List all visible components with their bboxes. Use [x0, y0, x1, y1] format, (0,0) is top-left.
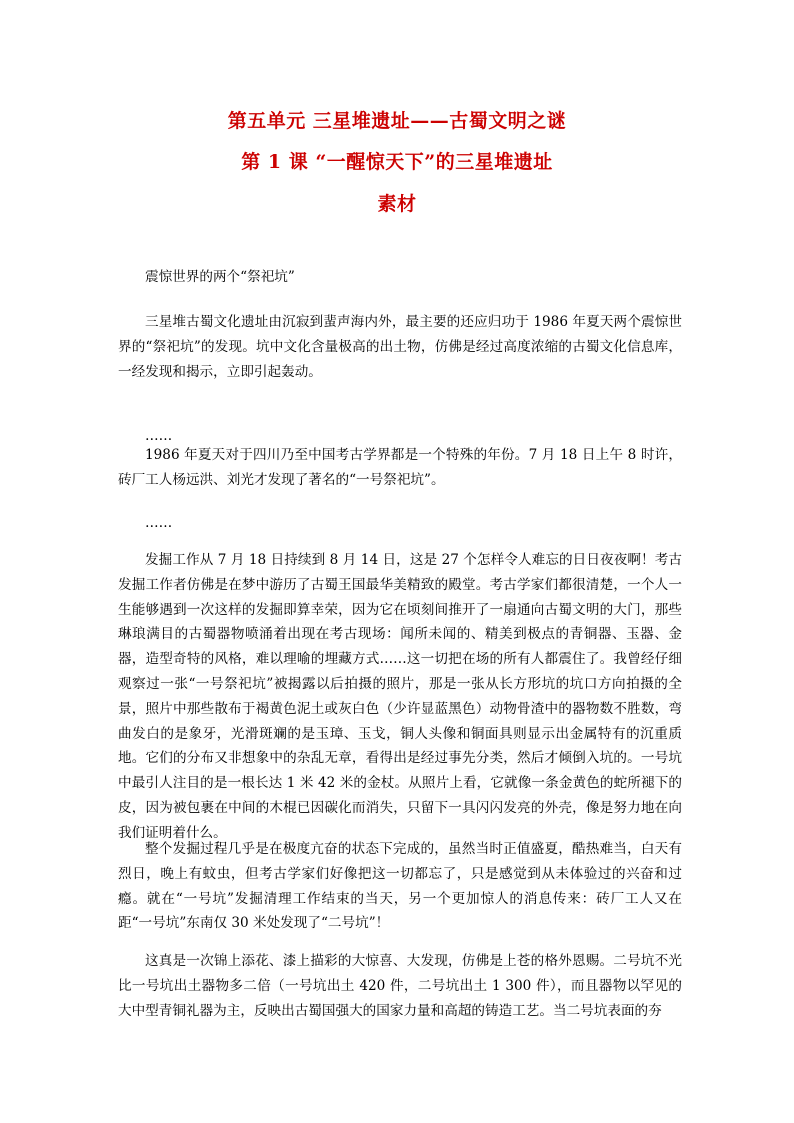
article-heading	[118, 265, 682, 290]
unit-title: 第五单元 三星堆遗址——古蜀文明之谜	[227, 110, 567, 132]
section-title: 素材	[377, 193, 417, 215]
paragraph-5-text: 这真是一次锦上添花、漆上描彩的大惊喜、大发现，仿佛是上苍的格外恩赐。二号坑不光比一号坑出土器物多二倍（一号坑出土 420 件，二号坑出土 1 300 件），而且器物以罕见的大中型青铜礼器为主，反映出古蜀国强大的国家力量和高超的铸造工艺。当二号坑表面的夯	[118, 953, 682, 1019]
paragraph-4-text: 整个发掘过程几乎是在极度亢奋的状态下完成的，虽然当时正值盛夏，酷热难当，白天有烈日，晚上有蚊虫，但考古学家们好像把这一切都忘了，只是感觉到从未体验过的兴奋和过瘾。就在“一号坑”发掘清理工作结束的当天，另一个更加惊人的消息传来：砖厂工人又在距“一号坑”东南仅 30 米处发现了“二号坑”！	[118, 841, 682, 932]
paragraph-5	[118, 949, 682, 1023]
paragraph-3-text: 发掘工作从 7 月 18 日持续到 8 月 14 日，这是 27 个怎样令人难忘的日日夜夜啊！考古发掘工作者仿佛是在梦中游历了古蜀王国最华美精致的殿堂。考古学家们都很清楚，一个人一生能够遇到一次这样的发掘即算幸荣，因为它在顷刻间推开了一扇通向古蜀文明的大门，那些琳琅满目的古蜀器物喷涌着出现在考古现场：闻所未闻的、精美到极点的青铜器、玉器、金器，造型奇特的风格，难以理喻的埋藏方式……这一切把在场的所有人都震住了。我曾经仔细观察过一张“一号祭祀坑”被揭露以后拍摄的照片，那是一张从长方形坑的坑口方向拍摄的全景，照片中那些散布于褐黄色泥土或灰白色（少许显蓝黑色）动物骨渣中的器物数不胜数，弯曲发白的是象牙，光滑斑斓的是玉璋、玉戈，铜人头像和铜面具则显示出金属特有的沉重质地。它们的分布又非想象中的杂乱无章，看得出是经过事先分类，然后才倾倒入坑的。一号坑中最引人注目的是一根长达 1 米 42 米的金杖。从照片上看，它就像一条金黄色的蛇所褪下的皮，因为被包裹在中间的木棍已因碳化而消失，只留下一具闪闪发亮的外壳，像是努力地在向我们证明着什么。	[118, 552, 682, 841]
paragraph-4	[118, 837, 682, 936]
ellipsis-2	[118, 511, 682, 536]
paragraph-2	[118, 443, 682, 493]
paragraph-1	[118, 310, 682, 384]
paragraph-2-text: 1986 年夏天对于四川乃至中国考古学界都是一个特殊的年份。7 月 18 日上午 8 时许，砖厂工人杨远洪、刘光才发现了著名的“一号祭祀坑”。	[118, 447, 682, 488]
ellipsis-2-text: ……	[145, 515, 173, 531]
paragraph-3	[118, 548, 682, 846]
paragraph-1-text: 三星堆古蜀文化遗址由沉寂到蜚声海内外，最主要的还应归功于 1986 年夏天两个震惊世界的“祭祀坑”的发现。坑中文化含量极高的出土物，仿佛是经过高度浓缩的古蜀文化信息库，一经发现和揭示，立即引起轰动。	[118, 314, 682, 380]
lesson-title: 第 1 课 “一醒惊天下”的三星堆遗址	[241, 151, 553, 173]
article-heading-text: 震惊世界的两个“祭祀坑”	[145, 269, 295, 285]
ellipsis-1-text: ……	[145, 428, 173, 444]
